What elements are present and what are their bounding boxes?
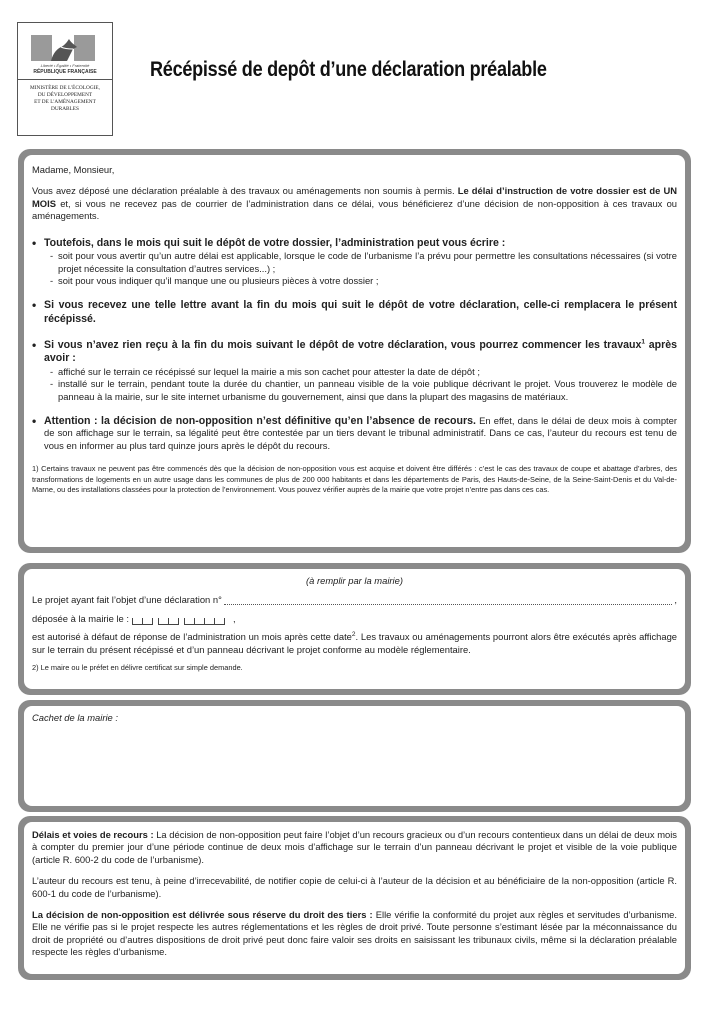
- droit-tiers-paragraph: La décision de non-opposition est délivrée sous réserve du droit des tiers : Elle vérifie la conformité du projet aux règles et servitudes d’urbanisme. Elle ne vérifie pas si le projet respecte les autres réglementations et les règles de droit privé. Toute personne s’estimant lésée par la méconnaissance du droit de propriété ou d’autres dispositions de droit privé peut donc faire valoir ses droits en saisissant les tribunaux civils, même si la déclaration préalable respecte les règles d’urbanisme.: [32, 909, 677, 958]
- logo-divider: [18, 79, 112, 80]
- notification-paragraph: L’auteur du recours est tenu, à peine d’irrecevabilité, de notifier copie de celui-ci à l’auteur de la décision et au bénéficiaire de la non-opposition (article R. 600-1 du code de l’urbanisme).: [32, 875, 677, 899]
- republique-logo-block: [17, 22, 113, 136]
- list-item: - soit pour vous indiquer qu’il manque une ou plusieurs pièces à votre dossier ;: [50, 275, 379, 287]
- bullet-lettre: • Si vous recevez une telle lettre avant la fin du mois qui suit le dépôt de votre déclaration, celle-ci remplacera le présent récépissé.: [32, 298, 677, 326]
- year-boxes: [184, 618, 225, 625]
- cachet-area[interactable]: [24, 706, 685, 806]
- bullet-toutefois: • Toutefois, dans le mois qui suit le dépôt de votre dossier, l’administration peut vous écrire : - soit pour vous avertir qu’un autre délai est applicable, lorsque le code de l’urbanisme l’a prévu pour permettre les consultations nécessaires (si votre projet nécessite la consultation d’autres services...) ; - soit pour vous indiquer qu’il manque une ou plusieurs pièces à votre dossier ;: [32, 235, 677, 287]
- cachet-label: Cachet de la mairie :: [32, 712, 118, 723]
- deposit-date-row: déposée à la mairie le : ,: [32, 612, 236, 624]
- footnote-2: 2) Le maire ou le préfet en délivre certificat sur simple demande.: [32, 663, 243, 673]
- list-item: - soit pour vous avertir qu’un autre délai est applicable, lorsque le code de l’urbanisme l’a prévu pour permettre les consultations nécessaires (si votre projet nécessite la consultation d’autres services...) ;: [50, 250, 677, 274]
- bullet-icon: •: [32, 235, 37, 250]
- cachet-panel: [18, 700, 691, 812]
- bullet-icon: •: [32, 298, 37, 313]
- bullet-icon: •: [32, 337, 37, 352]
- notice-panel: [18, 149, 691, 553]
- greeting: Madame, Monsieur,: [32, 164, 115, 175]
- bullet-travaux: • Si vous n’avez rien reçu à la fin du mois suivant le dépôt de votre déclaration, vous pourrez commencer les travaux$^1$ après avoir : - affiché sur le terrain ce récépissé sur lequel la mairie a mis son cachet pour attester la date de dépôt ; - installé sur le terrain, pendant toute la durée du chantier, un panneau visible de la voie publique décrivant le projet. Vous trouverez le modèle de panneau à la mairie, sur le site internet urbanisme du gouvernement, ainsi que dans la plupart des magasins de matériaux.: [32, 337, 677, 402]
- attention-paragraph: • Attention : la décision de non-opposition n’est définitive qu’en l’absence de recours. En effet, dans le délai de deux mois à compter de son affichage sur le terrain, sa légalité peut être contestée par un tiers devant le tribunal administratif. Dans ce cas, l’auteur du recours est tenu de vous en informer au plus tard quinze jours après le dépôt du recours.: [32, 414, 677, 451]
- marianne-logo-icon: [31, 35, 95, 61]
- declaration-number-field[interactable]: [224, 595, 673, 605]
- form-heading: (à remplir par la mairie): [306, 575, 403, 586]
- declaration-number-row: Le projet ayant fait l’objet d’une déclaration n° ,: [32, 594, 677, 606]
- recours-panel: [18, 816, 691, 980]
- bullet-icon: •: [32, 414, 37, 429]
- mairie-form-panel: [18, 563, 691, 695]
- page-title: Récépissé de depôt d’une déclaration préalable: [150, 58, 547, 81]
- ministry-name: MINISTÈRE DE L'ÉCOLOGIE, DU DÉVELOPPEMENT ET DE L'AMÉNAGEMENT DURABLES: [30, 85, 100, 112]
- list-item: - installé sur le terrain, pendant toute la durée du chantier, un panneau visible de la voie publique décrivant le projet. Vous trouverez le modèle de panneau à la mairie, sur le site internet urbanisme du gouvernement, ainsi que dans la plupart des magasins de matériaux.: [50, 378, 677, 402]
- intro-paragraph: Vous avez déposé une déclaration préalable à des travaux ou aménagements non soumis à permis. Le délai d’instruction de votre dossier est de UN MOIS et, si vous ne recevez pas de courrier de l’administration dans ce délai, vous bénéficierez d’une décision de non-opposition à ces travaux ou aménagements.: [32, 185, 678, 222]
- month-boxes: [158, 618, 179, 625]
- autorisation-text: est autorisé à défaut de réponse de l’administration un mois après cette date$^2$. Les travaux ou aménagements pourront alors être exécutés après affichage sur le terrain du présent récépissé et d’un panneau décrivant le projet conforme au modèle réglementaire.: [32, 631, 678, 655]
- republic-motto: Liberté • Égalité • Fraternité: [40, 63, 90, 68]
- republic-name: RÉPUBLIQUE FRANÇAISE: [33, 69, 97, 75]
- recours-paragraph: Délais et voies de recours : La décision de non-opposition peut faire l’objet d’un recours gracieux ou d’un recours contentieux dans un délai de deux mois à compter du premier jour d’une période continue de deux mois d’affichage sur le terrain d’un panneau décrivant le projet et visible de la voie publique (article R. 600-2 du code de l’urbanisme).: [32, 829, 677, 865]
- list-item: - affiché sur le terrain ce récépissé sur lequel la mairie a mis son cachet pour attester la date de dépôt ;: [50, 365, 480, 377]
- footnote-1: 1) Certains travaux ne peuvent pas être commencés dès que la décision de non-opposition vous est acquise et doivent être différés : c’est le cas des travaux de coupe et abattage d’arbres, des transformations de logements en un autre usage dans les communes de plus de 200 000 habitants et dans les départements de Paris, des Hauts-de-Seine, de la Seine-Saint-Denis et du Val-de-Marne, ou des installations classées pour la protection de l’environnement. Vous pouvez vérifier auprès de la mairie que votre projet n’entre pas dans ces cas.: [32, 464, 677, 495]
- day-boxes: [132, 618, 153, 625]
- deposit-date-field[interactable]: [132, 618, 230, 625]
